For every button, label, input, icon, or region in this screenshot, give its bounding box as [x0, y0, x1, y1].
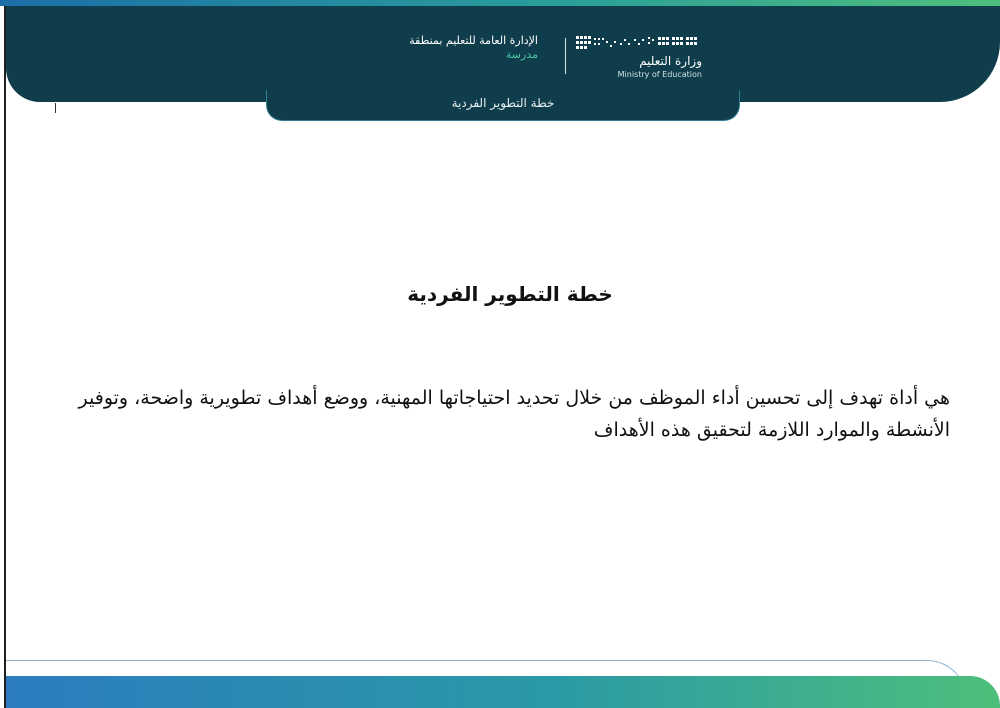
- education-admin-label: الإدارة العامة للتعليم بمنطقة: [409, 34, 538, 47]
- moe-dot-pattern-icon: [576, 34, 704, 54]
- header-subtitle-tab: خطة التطوير الفردية: [266, 90, 740, 121]
- margin-tick-mark: [55, 103, 56, 113]
- school-label: مدرسة: [505, 48, 538, 61]
- left-border-line: [4, 0, 6, 708]
- ministry-logo: [576, 34, 706, 82]
- ministry-name-arabic: وزارة التعليم: [639, 54, 702, 68]
- header-divider: [565, 38, 566, 74]
- document-paragraph: هي أداة تهدف إلى تحسين أداء الموظف من خلال تحديد احتياجاتها المهنية، ووضع أهداف تطويرية واضحة، وتوفير الأنشطة والموارد اللازمة لتحقيق هذه الأهداف: [78, 387, 950, 441]
- header-admin-block: [372, 34, 538, 61]
- ministry-name-english: Ministry of Education: [617, 70, 702, 79]
- document-title: خطة التطوير الفردية: [407, 282, 613, 306]
- footer-gradient-band: [6, 676, 1000, 708]
